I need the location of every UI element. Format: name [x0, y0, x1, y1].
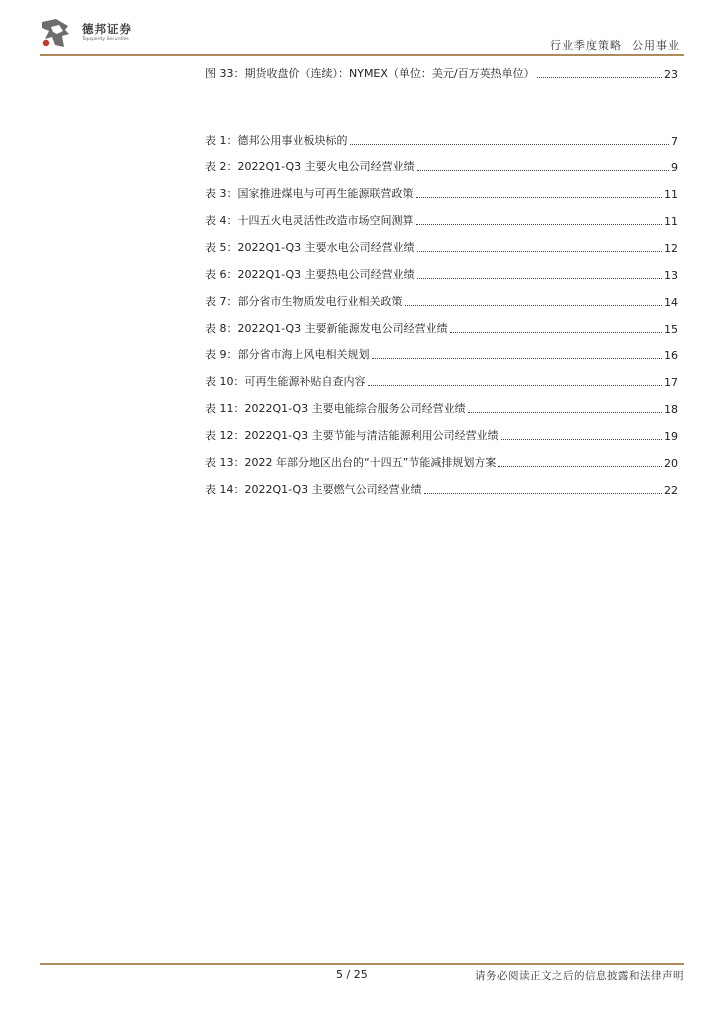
toc-leader-dots — [417, 170, 669, 171]
toc-leader-dots — [417, 251, 662, 252]
toc-entry-label: 表 11：2022Q1-Q3 主要电能综合服务公司经营业绩 — [205, 402, 466, 415]
toc-entry-page: 19 — [664, 430, 678, 443]
logo-chinese-name: 德邦证券 — [82, 22, 132, 36]
toc-entry[interactable] — [205, 400, 678, 416]
toc-leader-dots — [537, 77, 662, 78]
toc-entry-label: 表 5：2022Q1-Q3 主要水电公司经营业绩 — [205, 241, 415, 254]
toc-entry-label: 图 33：期货收盘价（连续）：NYMEX（单位：美元/百万英热单位） — [205, 67, 535, 80]
toc-entry-page: 11 — [664, 188, 678, 201]
toc-entry-label: 表 4：十四五火电灵活性改造市场空间测算 — [205, 214, 414, 227]
toc-entry-label: 表 2：2022Q1-Q3 主要火电公司经营业绩 — [205, 160, 415, 173]
toc-entry[interactable] — [205, 185, 678, 201]
toc-entry-page: 18 — [664, 403, 678, 416]
toc-leader-dots — [468, 412, 662, 413]
toc-entry-page: 16 — [664, 349, 678, 362]
toc-entry-label: 表 13：2022 年部分地区出台的“十四五”节能减排规划方案 — [205, 456, 497, 469]
toc-entry-page: 17 — [664, 376, 678, 389]
toc-leader-dots — [501, 439, 662, 440]
toc-entry[interactable] — [205, 293, 678, 309]
toc-leader-dots — [416, 224, 663, 225]
toc-leader-dots — [372, 358, 663, 359]
toc-entry[interactable] — [205, 132, 678, 148]
toc-entry-label: 表 14：2022Q1-Q3 主要燃气公司经营业绩 — [205, 483, 422, 496]
toc-entry[interactable] — [205, 373, 678, 389]
toc-entry-page: 15 — [664, 323, 678, 336]
toc-entry[interactable] — [205, 481, 678, 497]
company-logo — [40, 18, 160, 50]
toc-entry-label: 表 7：部分省市生物质发电行业相关政策 — [205, 295, 403, 308]
toc-entry[interactable] — [205, 320, 678, 336]
toc-entry[interactable] — [205, 266, 678, 282]
toc-leader-dots — [368, 385, 663, 386]
toc-leader-dots — [424, 493, 662, 494]
toc-entry[interactable] — [205, 239, 678, 255]
toc-entry-label: 表 12：2022Q1-Q3 主要节能与清洁能源利用公司经营业绩 — [205, 429, 499, 442]
toc-entry-page: 11 — [664, 215, 678, 228]
legal-disclaimer: 请务必阅读正文之后的信息披露和法律声明 — [475, 970, 684, 982]
toc-entry-page: 7 — [671, 135, 678, 148]
toc-entry-label: 表 8：2022Q1-Q3 主要新能源发电公司经营业绩 — [205, 322, 448, 335]
toc-leader-dots — [498, 466, 662, 467]
report-type: 行业季度策略 — [550, 39, 622, 52]
toc-entry[interactable] — [205, 346, 678, 362]
toc-entry[interactable] — [205, 158, 678, 174]
toc-entry-page: 13 — [664, 269, 678, 282]
toc-entry[interactable] — [205, 212, 678, 228]
toc-entry[interactable] — [205, 427, 678, 443]
toc-entry-page: 9 — [671, 161, 678, 174]
toc-entry-label: 表 10：可再生能源补贴自查内容 — [205, 375, 366, 388]
toc-entry-page: 14 — [664, 296, 678, 309]
toc-entry-label: 表 6：2022Q1-Q3 主要热电公司经营业绩 — [205, 268, 415, 281]
report-sector: 公用事业 — [632, 39, 680, 52]
footer-divider — [40, 963, 684, 965]
toc-entry-page: 23 — [664, 68, 678, 81]
toc-leader-dots — [416, 197, 663, 198]
page-number: 5 / 25 — [336, 968, 368, 981]
toc-leader-dots — [405, 305, 663, 306]
toc-entry[interactable] — [205, 454, 678, 470]
dragon-logo-icon — [40, 18, 70, 48]
toc-leader-dots — [450, 332, 662, 333]
toc-entry[interactable] — [205, 65, 678, 81]
report-category — [550, 37, 680, 53]
toc-leader-dots — [350, 144, 670, 145]
toc-entry-label: 表 9：部分省市海上风电相关规划 — [205, 348, 370, 361]
toc-entry-label: 表 3：国家推进煤电与可再生能源联营政策 — [205, 187, 414, 200]
toc-entry-label: 表 1：德邦公用事业板块标的 — [205, 134, 348, 147]
toc-leader-dots — [417, 278, 662, 279]
logo-english-name: Topsperity Securities — [82, 37, 129, 42]
header-divider — [40, 54, 684, 56]
toc-entry-page: 20 — [664, 457, 678, 470]
toc-entry-page: 12 — [664, 242, 678, 255]
toc-entry-page: 22 — [664, 484, 678, 497]
